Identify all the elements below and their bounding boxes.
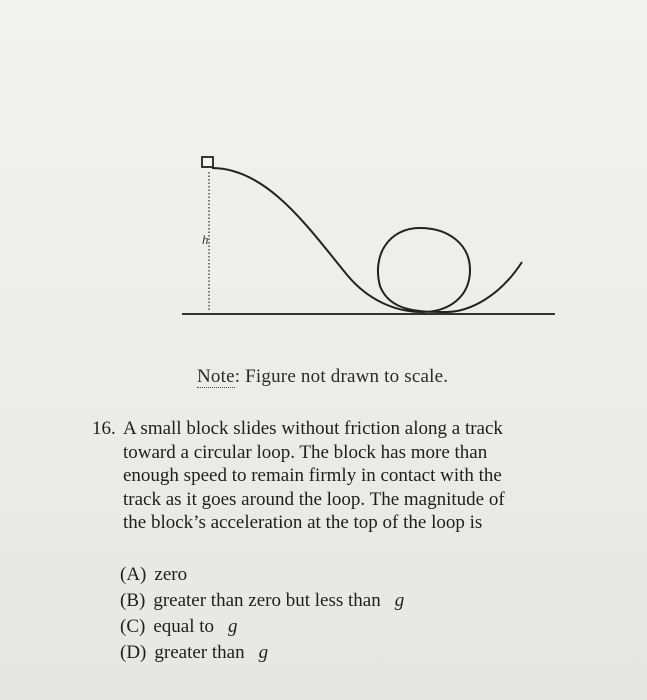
choice-variable: g: [258, 642, 269, 663]
choice-d[interactable]: [120, 640, 404, 666]
choice-letter: (B): [120, 590, 146, 611]
choice-text: zero: [154, 564, 188, 585]
question-block: [92, 417, 632, 535]
question-number: 16.: [92, 418, 116, 439]
choice-letter: (D): [120, 642, 147, 663]
question-text: A small block slides without friction along a track toward a circular loop. The block has more than enough speed to remain firmly in contact with the track as it goes around the loop. The magnitude of the block’s acceleration at the top of the loop is: [123, 418, 505, 533]
note-prefix: Note: [197, 366, 235, 387]
block: [202, 157, 213, 167]
height-label: h: [202, 232, 209, 247]
choice-text: greater than: [154, 642, 245, 663]
track-curve: [212, 168, 522, 312]
figure-note: [197, 366, 448, 388]
choice-letter: (C): [120, 616, 146, 637]
choice-c[interactable]: [120, 614, 404, 640]
choice-a[interactable]: [120, 562, 404, 588]
note-text: : Figure not drawn to scale.: [234, 366, 449, 387]
choice-letter: (A): [120, 564, 147, 585]
choice-text: greater than zero but less than: [153, 590, 381, 611]
choice-b[interactable]: [120, 588, 404, 614]
choice-text: equal to: [153, 616, 215, 637]
choice-variable: g: [394, 590, 405, 611]
choice-variable: g: [228, 616, 238, 637]
answer-choices: [120, 562, 404, 666]
